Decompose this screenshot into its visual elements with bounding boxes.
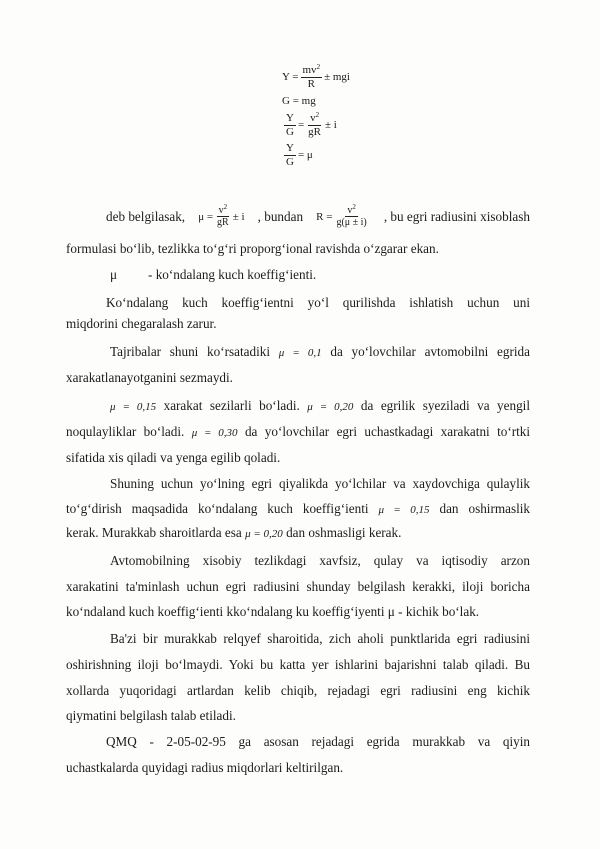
paragraph-7-line-4: qiymatini belgilash talab etiladi. — [66, 708, 236, 723]
paragraph-6-line-1: Avtomobilning xisobiy tezlikdagi xavfsiz, qulay va iqtisodiy arzon — [110, 553, 530, 568]
para4-mu-value-1: μ = 0,15 — [110, 401, 157, 413]
paragraph-2-line-2: miqdorini chegaralash zarur. — [66, 316, 217, 331]
formula-y-rhs: ± mgi — [324, 70, 350, 83]
formula-ratio-exponent: 2 — [315, 110, 320, 119]
formula-ratio-eq: = — [297, 118, 305, 131]
mu-definition-text: - ko‘ndalang kuch koeffig‘ienti. — [148, 267, 317, 282]
paragraph-4-line-3: sifatida xis qiladi va yenga egilib qoladi. — [66, 450, 281, 465]
paragraph-3-line-2: xarakatlanayotganini sezmaydi. — [66, 370, 233, 385]
para4-text-1: xarakat sezilarli bo‘ladi. — [163, 398, 300, 413]
inline-mu-eq: μ = — [198, 211, 214, 223]
formula-y-numerator: mv — [302, 63, 317, 76]
inline-mu-den: gR — [217, 217, 229, 228]
para5-line2-post: dan oshirmaslik — [439, 501, 531, 516]
inline-mu-tail: ± i — [232, 211, 245, 223]
formula-ratio-lhs-den: G — [286, 125, 294, 138]
formula-y-fraction — [301, 62, 323, 90]
inline-r-exp: 2 — [352, 203, 356, 211]
formula-ratio — [282, 110, 350, 140]
paragraph-4-line-1 — [66, 397, 530, 416]
para3-mu-value: μ = 0,1 — [278, 347, 322, 359]
para4-text-2: da egrilik syeziladi va yengil — [360, 398, 531, 413]
paragraph-6-line-2: xarakatini ta'minlash uchun egri radiusini shunday belgilash kerakki, iloji boricha — [66, 579, 530, 594]
formula-ratio-lhs-num: Y — [286, 111, 294, 124]
formula-ratio-num: v — [310, 111, 316, 124]
formula-mu-rhs: = μ — [297, 148, 313, 161]
formula-y-lhs: Y = — [282, 70, 299, 83]
formula-mu-lhs-den: G — [286, 155, 294, 168]
formula-y — [282, 62, 350, 92]
inline-formula-mu — [198, 203, 245, 228]
formula-ratio-lhs — [284, 113, 296, 138]
para5-line3-pre: kerak. Murakkab sharoitlarda esa — [66, 525, 242, 540]
para3-pre: Tajribalar shuni ko‘rsatadiki — [110, 344, 270, 359]
para1-mid: , bundan — [257, 209, 304, 224]
para5-line2-pre: to‘g‘dirish maqsadida ko‘ndalang kuch koeffig‘ienti — [66, 501, 369, 516]
para5-mu-value-1: μ = 0,15 — [378, 504, 430, 516]
formula-ratio-den: gR — [308, 125, 322, 138]
inline-r-eq: R = — [316, 211, 333, 223]
paragraph-5-line-2 — [66, 500, 530, 519]
paragraph-6-line-3: ko‘ndaland kuch koeffig‘ienti kko‘ndalang ku koeffig‘iyenti μ - kichik bo‘lak. — [66, 604, 480, 619]
mu-symbol: μ — [110, 267, 118, 282]
para4-mu-value-3: μ = 0,30 — [191, 427, 238, 439]
paragraph-5-line-1: Shuning uchun yo‘lning egri qiyalikda yo‘lchilar va xaydovchiga qulaylik — [110, 476, 530, 491]
formula-g — [282, 92, 350, 110]
formula-g-text: G = mg — [282, 94, 316, 107]
para4-mu-value-2: μ = 0,20 — [307, 401, 354, 413]
inline-r-num: v — [347, 205, 353, 216]
para5-mu-value-2: μ = 0,20 — [245, 528, 283, 540]
paragraph-1-line-2: formulasi bo‘lib, tezlikka to‘g‘ri proporg‘ional ravishda o‘zgarar ekan. — [66, 241, 439, 256]
formula-y-denominator: R — [307, 77, 315, 90]
inline-r-den: g(μ ± i) — [336, 217, 367, 228]
inline-mu-exp: 2 — [223, 203, 228, 211]
paragraph-2-line-1: Ko‘ndalang kuch koeffig‘ientni yo‘l qurilishda ishlatish uchun uni — [106, 295, 530, 310]
para5-line3-post: dan oshmasligi kerak. — [286, 525, 402, 540]
para1-end: , bu egri radiusini xisoblash — [383, 209, 530, 224]
paragraph-5-line-3 — [66, 524, 530, 543]
mu-definition — [66, 266, 530, 284]
inline-formula-r — [316, 203, 371, 228]
para3-post: da yo‘lovchilar avtomobilni egrida — [330, 344, 530, 359]
formula-mu — [282, 140, 350, 170]
paragraph-1-line-1 — [66, 203, 530, 228]
formula-ratio-tail: ± i — [325, 118, 337, 131]
para4-line2-post: da yo‘lovchilar egri uchastkadagi xarakatni to‘rtki — [244, 424, 531, 439]
paragraph-8-line-1: QMQ - 2-05-02-95 ga asosan rejadagi egrida murakkab va qiyin — [106, 734, 530, 749]
para1-start: deb belgilasak, — [106, 209, 186, 224]
paragraph-7-line-2: oshirishning iloji bo‘lmaydi. Yoki bu katta yer ishlarini bajarishni talab qiladi. Bu — [66, 657, 530, 672]
formula-ratio-rhs — [306, 110, 323, 138]
inline-mu-num: v — [218, 205, 224, 216]
paragraph-8-line-2: uchastkalarda quyidagi radius miqdorlari keltirilgan. — [66, 760, 344, 775]
para4-line2-pre: noqulayliklar bo‘ladi. — [66, 424, 185, 439]
paragraph-4-line-2 — [66, 423, 530, 442]
paragraph-7-line-3: xollarda yuqoridagi artlardan kelib chiqib, rejadagi egri radiusini eng kichik — [66, 683, 530, 698]
formula-y-exponent: 2 — [316, 62, 321, 71]
paragraph-7-line-1: Ba'zi bir murakkab relqyef sharoitida, zich aholi punktlarida egri radiusini — [110, 631, 530, 646]
formula-mu-lhs — [284, 143, 296, 168]
formula-block — [282, 62, 350, 170]
formula-mu-lhs-num: Y — [286, 141, 294, 154]
paragraph-3-line-1 — [66, 343, 530, 362]
